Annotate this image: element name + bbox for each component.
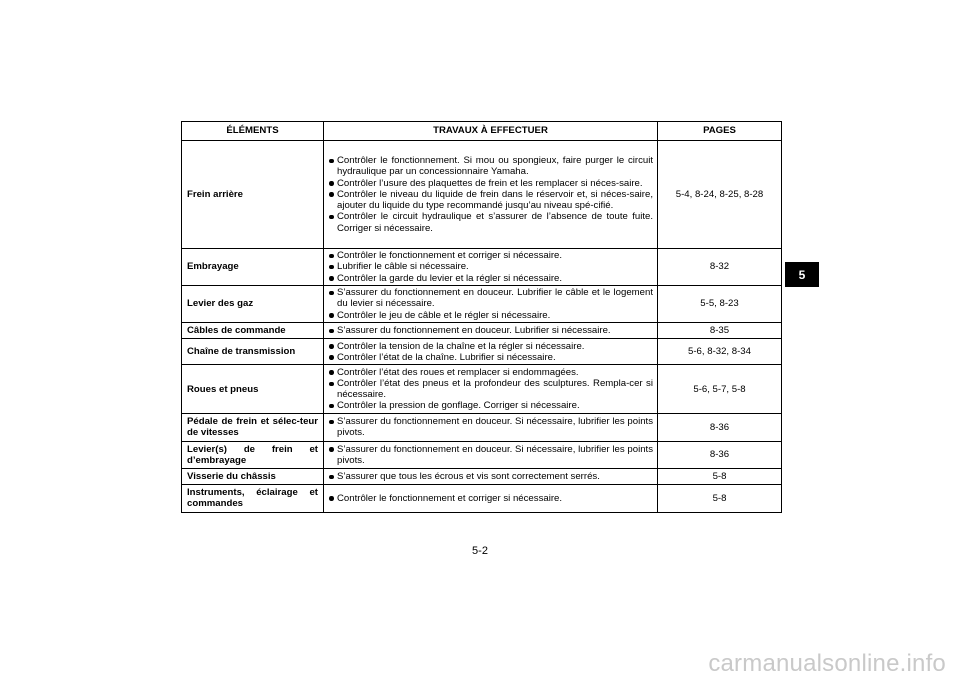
task-list (329, 155, 653, 233)
maintenance-table (181, 121, 782, 513)
task-text: Contrôler l’état de la chaîne. Lubrifier si nécessaire. (337, 351, 556, 363)
tasks-cell (324, 141, 658, 249)
task-text: Contrôler le niveau du liquide de frein dans le réservoir et, si néces-saire, ajouter du liquide du type recommandé jusqu’au niveau spé-cifié. (337, 188, 653, 212)
element-cell: Frein arrière (182, 141, 324, 249)
tasks-cell (324, 339, 658, 365)
task-item (329, 211, 653, 233)
tasks-cell (324, 441, 658, 468)
bullet-icon (329, 355, 334, 360)
bullet-icon (329, 344, 334, 349)
task-text: Contrôler le fonctionnement. Si mou ou spongieux, faire purger le circuit hydraulique par un concessionnaire Yamaha. (337, 155, 653, 178)
task-list (329, 416, 653, 438)
task-item (329, 471, 653, 482)
bullet-icon (329, 382, 334, 387)
task-text: Contrôler l’état des roues et remplacer si endommagées. (337, 366, 579, 378)
pages-cell: 5-4, 8-24, 8-25, 8-28 (658, 141, 782, 249)
bullet-icon (329, 192, 334, 197)
pages-cell: 5-6, 8-32, 8-34 (658, 339, 782, 365)
tasks-cell (324, 365, 658, 414)
element-cell: Chaîne de transmission (182, 339, 324, 365)
task-text: Contrôler le fonctionnement et corriger si nécessaire. (337, 492, 563, 504)
tasks-cell (324, 485, 658, 512)
element-cell: Levier des gaz (182, 286, 324, 323)
table-row (182, 414, 782, 441)
table-body (182, 141, 782, 513)
task-list (329, 493, 653, 504)
tasks-cell (324, 249, 658, 286)
bullet-icon (329, 159, 334, 164)
task-list (329, 287, 653, 321)
task-list (329, 325, 653, 336)
bullet-icon (329, 265, 334, 270)
table-row (182, 441, 782, 468)
page-number: 5-2 (472, 545, 488, 557)
bullet-icon (329, 291, 334, 296)
bullet-icon (329, 496, 334, 501)
pages-cell: 5-8 (658, 485, 782, 512)
maintenance-table-container (181, 121, 781, 513)
table-row (182, 469, 782, 485)
task-item (329, 493, 653, 504)
element-cell: Câbles de commande (182, 323, 324, 339)
bullet-icon (329, 215, 334, 220)
task-text: Contrôler l’usure des plaquettes de frein et les remplacer si néces-saire. (337, 177, 643, 189)
task-text: S’assurer du fonctionnement en douceur. Lubrifier le câble et le logement du levier si nécessaire. (337, 287, 653, 310)
header-tasks: TRAVAUX À EFFECTUER (324, 122, 658, 141)
bullet-icon (329, 420, 334, 425)
task-text: Contrôler la garde du levier et la régler si nécessaire. (337, 272, 563, 284)
task-item (329, 189, 653, 211)
task-item (329, 261, 653, 272)
task-text: Lubrifier le câble si nécessaire. (337, 261, 469, 273)
task-item (329, 178, 653, 189)
bullet-icon (329, 370, 334, 375)
table-row (182, 249, 782, 286)
task-text: Contrôler la tension de la chaîne et la régler si nécessaire. (337, 340, 585, 352)
task-item (329, 155, 653, 177)
task-item (329, 352, 653, 363)
element-cell: Pédale de frein et sélec-teur de vitesses (182, 414, 324, 441)
bullet-icon (329, 475, 334, 480)
task-item (329, 273, 653, 284)
table-row (182, 365, 782, 414)
task-text: Contrôler la pression de gonflage. Corriger si nécessaire. (337, 400, 580, 412)
bullet-icon (329, 254, 334, 259)
pages-cell: 8-32 (658, 249, 782, 286)
task-text: S’assurer que tous les écrous et vis sont correctement serrés. (337, 471, 600, 483)
task-text: Contrôler le fonctionnement et corriger si nécessaire. (337, 250, 563, 262)
task-text: S’assurer du fonctionnement en douceur. Si nécessaire, lubrifier les points pivots. (337, 416, 653, 439)
element-cell: Visserie du châssis (182, 469, 324, 485)
task-list (329, 471, 653, 482)
bullet-icon (329, 181, 334, 186)
element-cell: Levier(s) de frein et d’embrayage (182, 441, 324, 468)
task-item (329, 400, 653, 411)
table-row (182, 286, 782, 323)
bullet-icon (329, 447, 334, 452)
bullet-icon (329, 404, 334, 409)
table-row (182, 323, 782, 339)
bullet-icon (329, 329, 334, 334)
task-text: Contrôler le circuit hydraulique et s’assurer de l’absence de toute fuite. Corriger si nécessaire. (337, 211, 653, 234)
task-list (329, 341, 653, 363)
task-item (329, 310, 653, 321)
task-item (329, 250, 653, 261)
tasks-cell (324, 323, 658, 339)
task-item (329, 341, 653, 352)
task-text: Contrôler le jeu de câble et le régler si nécessaire. (337, 309, 551, 321)
task-text: S’assurer du fonctionnement en douceur. Si nécessaire, lubrifier les points pivots. (337, 443, 653, 466)
task-list (329, 367, 653, 412)
chapter-tab: 5 (785, 262, 819, 287)
tasks-cell (324, 286, 658, 323)
tasks-cell (324, 414, 658, 441)
pages-cell: 8-35 (658, 323, 782, 339)
bullet-icon (329, 276, 334, 281)
pages-cell: 5-6, 5-7, 5-8 (658, 365, 782, 414)
header-pages: PAGES (658, 122, 782, 141)
pages-cell: 8-36 (658, 441, 782, 468)
tasks-cell (324, 469, 658, 485)
task-item (329, 287, 653, 309)
table-row (182, 141, 782, 249)
element-cell: Roues et pneus (182, 365, 324, 414)
task-list (329, 250, 653, 284)
header-elements: ÉLÉMENTS (182, 122, 324, 141)
bullet-icon (329, 313, 334, 318)
task-item (329, 444, 653, 466)
watermark: carmanualsonline.info (708, 650, 946, 677)
task-text: Contrôler l’état des pneus et la profondeur des sculptures. Rempla-cer si nécessaire. (337, 378, 653, 401)
table-row (182, 339, 782, 365)
task-list (329, 444, 653, 466)
task-item (329, 325, 653, 336)
task-text: S’assurer du fonctionnement en douceur. Lubrifier si nécessaire. (337, 325, 611, 336)
element-cell: Embrayage (182, 249, 324, 286)
task-item (329, 416, 653, 438)
table-row (182, 485, 782, 512)
pages-cell: 8-36 (658, 414, 782, 441)
element-cell: Instruments, éclairage et commandes (182, 485, 324, 512)
task-item (329, 367, 653, 378)
pages-cell: 5-8 (658, 469, 782, 485)
pages-cell: 5-5, 8-23 (658, 286, 782, 323)
table-header-row (182, 122, 782, 141)
task-item (329, 378, 653, 400)
